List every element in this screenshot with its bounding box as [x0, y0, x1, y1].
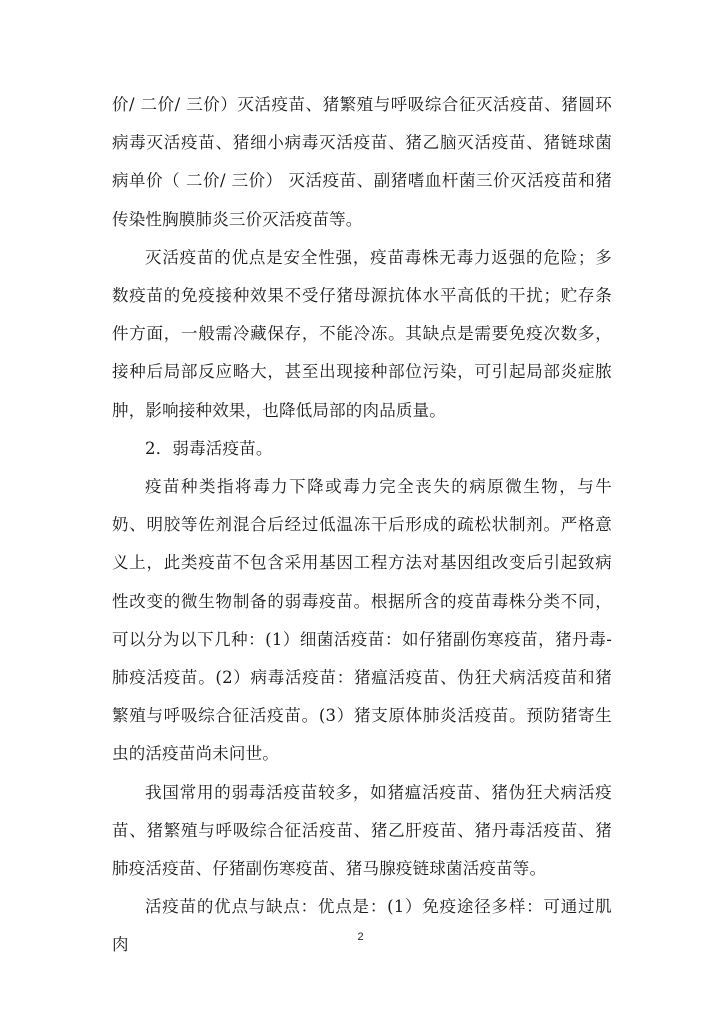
- paragraph-4: 疫苗种类指将毒力下降或毒力完全丧失的病原微生物，与牛奶、明胶等佐剂混合后经过低温冻干后形成的疏松状制剂。严格意义上，此类疫苗不包含采用基因工程方法对基因组改变后引起致病性改变的微生物制备的弱毒疫苗。根据所含的疫苗毒株分类不同，可以分为以下几种：(1）细菌活疫苗：如仔猪副伤寒疫苗，猪丹毒- 肺疫活疫苗。(2）病毒活疫苗：猪瘟活疫苗、伪狂犬病活疫苗和猪繁殖与呼吸综合征活疫苗。(3）猪支原体肺炎活疫苗。预防猪寄生虫的活疫苗尚未问世。: [112, 477, 612, 764]
- paragraph-1: 价/ 二价/ 三价）灭活疫苗、猪繁殖与呼吸综合征灭活疫苗、猪圆环病毒灭活疫苗、猪细小病毒灭活疫苗、猪乙脑灭活疫苗、猪链球菌病单价（ 二价/ 三价） 灭活疫苗、副猪嗜血杆菌三价灭活疫苗和猪传染性胸膜肺炎三价灭活疫苗等。: [112, 95, 612, 229]
- body-text: [112, 86, 612, 965]
- paragraph-5: 我国常用的弱毒活疫苗较多，如猪瘟活疫苗、猪伪狂犬病活疫苗、猪繁殖与呼吸综合征活疫苗、猪乙肝疫苗、猪丹毒活疫苗、猪肺疫活疫苗、仔猪副伤寒疫苗、猪马腺疫链球菌活疫苗等。: [112, 782, 612, 879]
- paragraph-2: 灭活疫苗的优点是安全性强，疫苗毒株无毒力返强的危险；多数疫苗的免疫接种效果不受仔猪母源抗体水平高低的干扰；贮存条件方面，一般需冷藏保存，不能冷冻。其缺点是需要免疫次数多，接种后局部反应略大，甚至出现接种部位污染，可引起局部炎症脓肿，影响接种效果，也降低局部的肉品质量。: [112, 247, 612, 420]
- paragraph-6: 活疫苗的优点与缺点：优点是：(1）免疫途径多样：可通过肌肉: [112, 897, 612, 955]
- section-heading-live-vaccine: 2．弱毒活疫苗。: [145, 438, 273, 458]
- page-number: 2: [357, 931, 364, 943]
